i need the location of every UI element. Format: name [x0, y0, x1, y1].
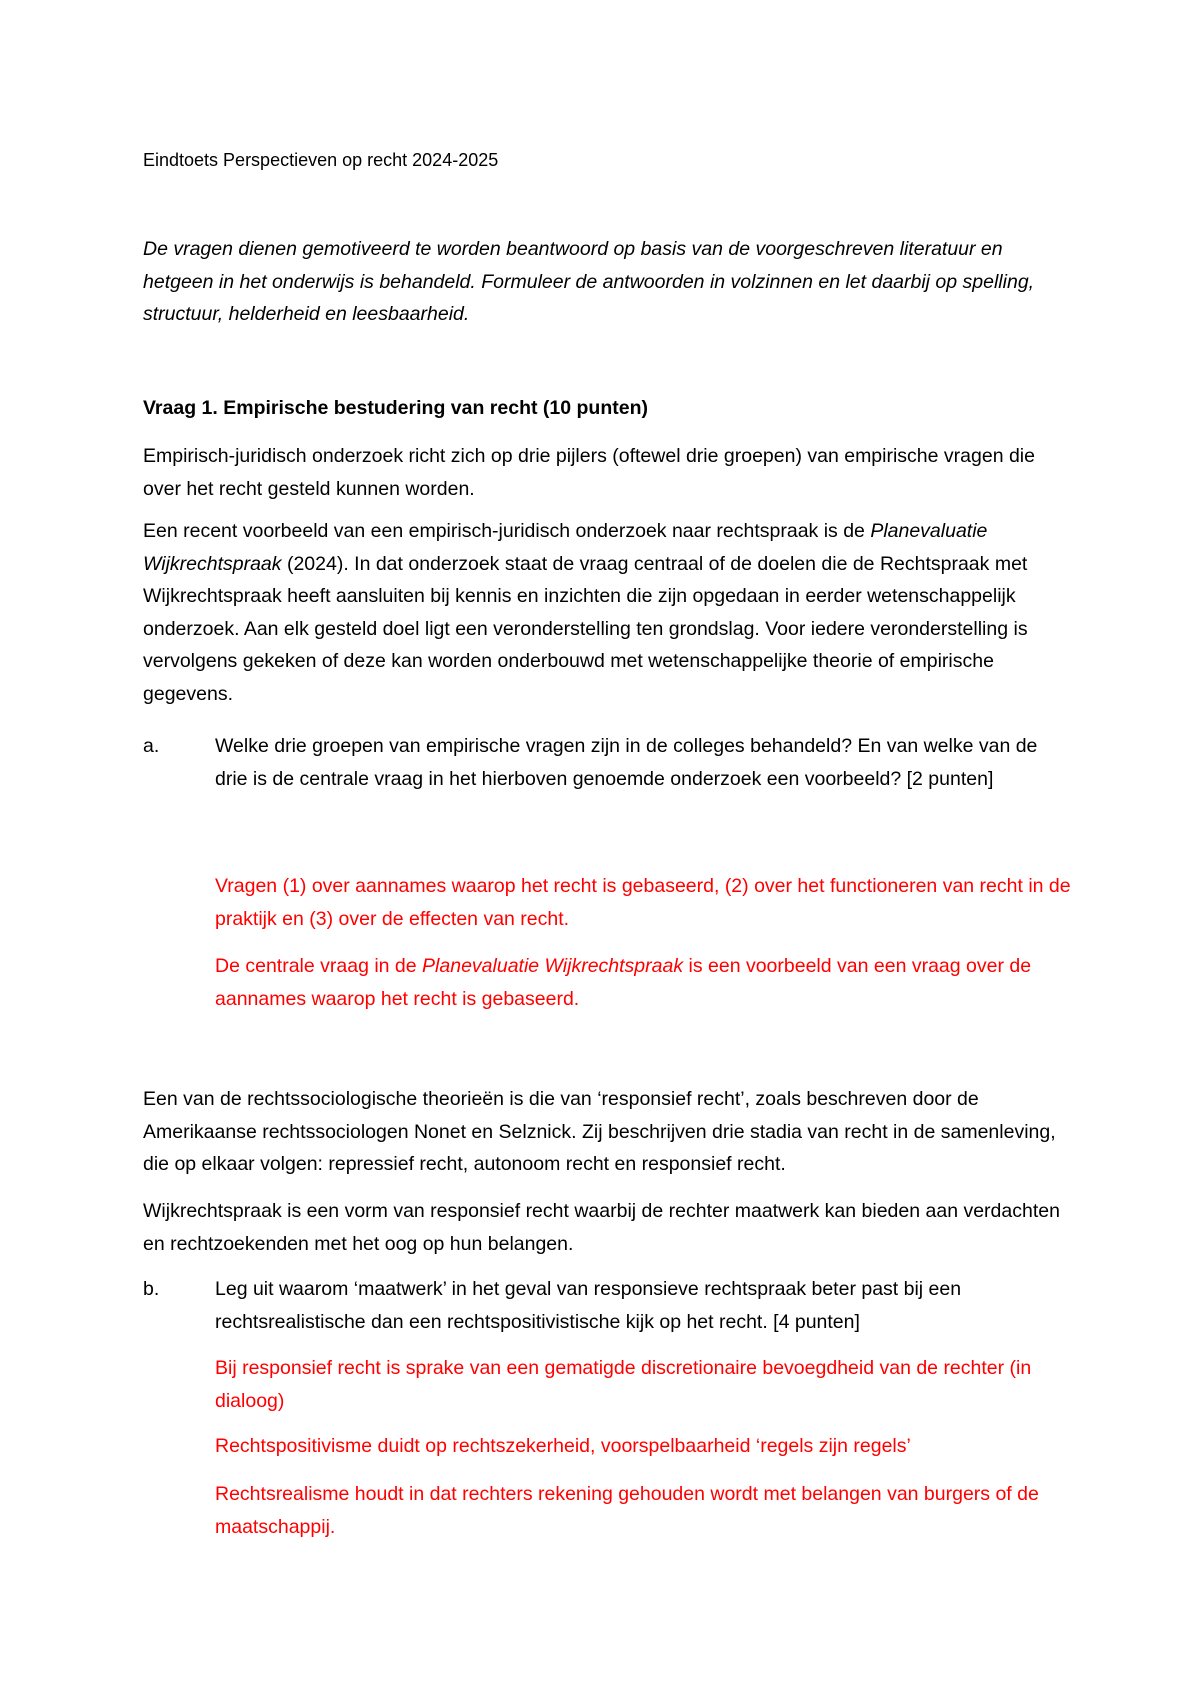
answer-1b-part-3: Rechtsrealisme houdt in dat rechters rekening gehouden wordt met belangen van burgers of de maatschappij.	[215, 1483, 1039, 1538]
responsive-law-paragraph: Een van de rechtssociologische theorieën is die van ‘responsief recht’, zoals beschreven door de Amerikaanse rechtssociologen Nonet en Selznick. Zij beschrijven drie stadia van recht in de samenleving, die op elkaar volgen: repressief recht, autonoom recht en responsief recht.	[143, 1088, 1056, 1175]
answer-1b-part-2: Rechtspositivisme duidt op rechtszekerheid, voorspelbaarheid ‘regels zijn regels’	[215, 1435, 911, 1457]
answer-1a-part-2	[215, 950, 1073, 1015]
answer-text-rest: is een voorbeeld van een vraag over de aannames waarop het recht is gebaseerd.	[215, 955, 1032, 1010]
question-1-context-paragraph	[143, 515, 1073, 710]
answer-1a-part-1: Vragen (1) over aannames waarop het recht is gebaseerd, (2) over het functioneren van recht in de praktijk en (3) over de effecten van recht.	[215, 875, 1071, 930]
question-1-heading: Vraag 1. Empirische bestudering van recht (10 punten)	[143, 397, 648, 419]
context-text-start: Een recent voorbeeld van een empirisch-juridisch onderzoek naar rechtspraak is de	[143, 520, 871, 542]
document-title: Eindtoets Perspectieven op recht 2024-2025	[143, 150, 499, 170]
wijkrechtspraak-paragraph: Wijkrechtspraak is een vorm van responsief recht waarbij de rechter maatwerk kan bieden aan verdachten en rechtzoekenden met het oog op hun belangen.	[143, 1200, 1060, 1255]
answer-1b-part-1: Bij responsief recht is sprake van een gematigde discretionaire bevoegdheid van de rechter (in dialoog)	[215, 1357, 1032, 1412]
question-1a-label: a.	[143, 735, 160, 757]
answer-report-title-italic: Planevaluatie Wijkrechtspraak	[422, 955, 684, 977]
instructions-paragraph: De vragen dienen gemotiveerd te worden beantwoord op basis van de voorgeschreven literatuur en hetgeen in het onderwijs is behandeld. Formuleer de antwoorden in volzinnen en let daarbij op spelling, structuur, helderheid en leesbaarheid.	[143, 238, 1035, 325]
context-text-rest: (2024). In dat onderzoek staat de vraag centraal of de doelen die de Rechtspraak met Wijkrechtspraak heeft aansluiten bij kennis en inzichten die zijn opgedaan in eerder wetenschappelijk onderzoek. Aan elk gesteld doel ligt een veronderstelling ten grondslag. Voor iedere veronderstelling is vervolgens gekeken of deze kan worden onderbouwd met wetenschappelijke theorie of empirische gegevens.	[143, 552, 1028, 705]
answer-text-start: De centrale vraag in de	[215, 955, 423, 977]
question-1b-label: b.	[143, 1278, 160, 1300]
report-title-italic: Planevaluatie Wijkrechtspraak	[143, 520, 988, 575]
question-1a-text: Welke drie groepen van empirische vragen zijn in de colleges behandeld? En van welke van de drie is de centrale vraag in het hierboven genoemde onderzoek een voorbeeld? [2 punten]	[215, 735, 1038, 790]
question-1-intro-paragraph: Empirisch-juridisch onderzoek richt zich op drie pijlers (oftewel drie groepen) van empirische vragen die over het recht gesteld kunnen worden.	[143, 445, 1035, 500]
question-1b-text: Leg uit waarom ‘maatwerk’ in het geval van responsieve rechtspraak beter past bij een rechtsrealistische dan een rechtspositivistische kijk op het recht. [4 punten]	[215, 1278, 962, 1333]
